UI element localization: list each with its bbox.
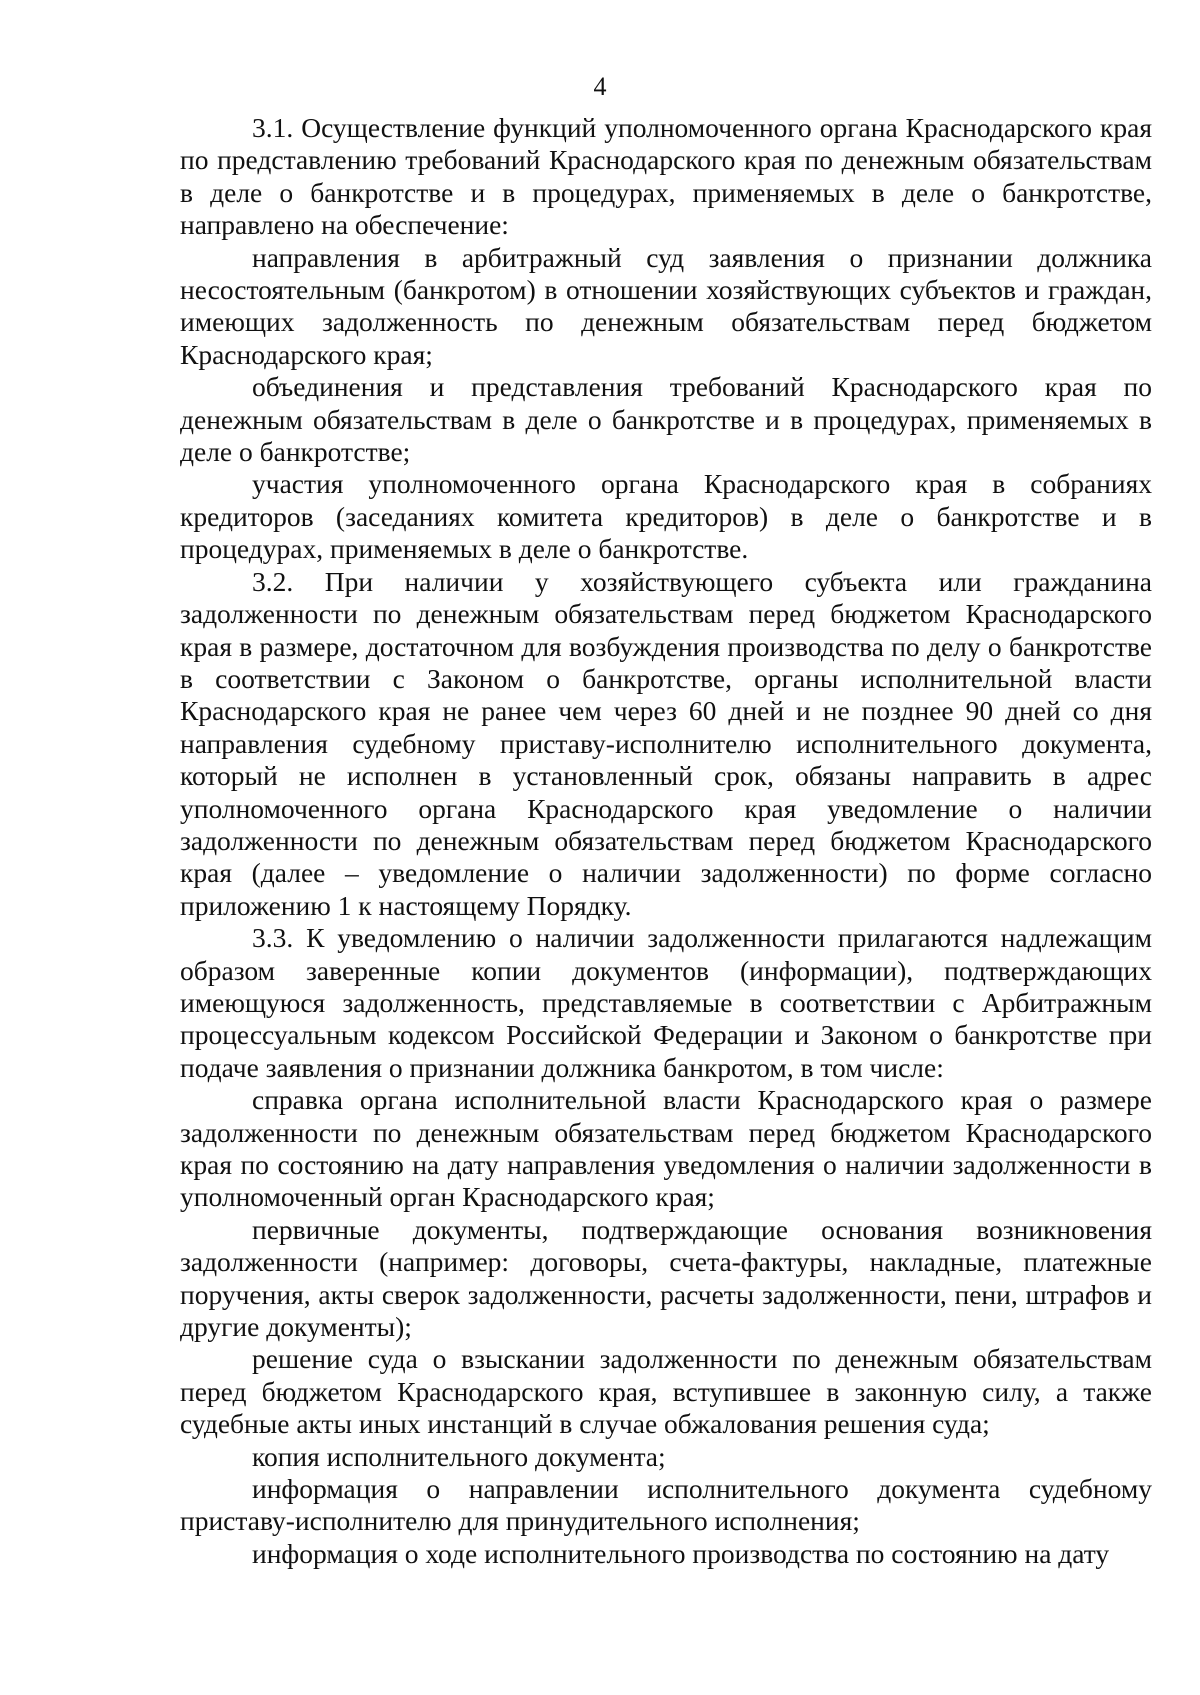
paragraph-item-application: направления в арбитражный суд заявления о признании должника несостоятельным (банкротом) в отношении хозяйствующих субъектов и граждан, имеющих задолженность по денежным обязательствам перед бюджетом Краснодарского края; bbox=[180, 241, 1152, 370]
paragraph-item-bailiff-info: информация о направлении исполнительного документа судебному приставу-исполнителю для принудительного исполнения; bbox=[180, 1473, 1152, 1537]
paragraph-item-writ-copy: копия исполнительного документа; bbox=[252, 1440, 666, 1472]
paragraph-item-claims: объединения и представления требований Краснодарского края по денежным обязательствам в деле о банкротстве и в процедурах, применяемых в деле о банкротстве; bbox=[180, 371, 1152, 468]
document-body bbox=[180, 112, 1152, 1570]
paragraph-3-2: 3.2. При наличии у хозяйствующего субъекта или гражданина задолженности по денежным обязательствам перед бюджетом Краснодарского края в размере, достаточном для возбуждения производства по делу о банкротстве в соответствии с Законом о банкротстве, органы исполнительной власти Краснодарского края не ранее чем через 60 дней и не позднее 90 дней со дня направления судебному приставу-исполнителю исполнительного документа, который не исполнен в установленный срок, обязаны направить в адрес уполномоченного органа Краснодарского края уведомление о наличии задолженности по денежным обязательствам перед бюджетом Краснодарского края (далее – уведомление о наличии задолженности) по форме согласно приложению 1 к настоящему Порядку. bbox=[180, 565, 1152, 921]
paragraph-item-court-decision: решение суда о взыскании задолженности по денежным обязательствам перед бюджетом Краснодарского края, вступившее в законную силу, а также судебные акты иных инстанций в случае обжалования решения суда; bbox=[180, 1343, 1152, 1440]
paragraph-item-proceedings-info: информация о ходе исполнительного производства по состоянию на дату bbox=[252, 1537, 1110, 1569]
page-number: 4 bbox=[593, 72, 607, 101]
paragraph-item-primary-documents: первичные документы, подтверждающие основания возникновения задолженности (например: договоры, счета-фактуры, накладные, платежные поручения, акты сверок задолженности, расчеты задолженности, пени, штрафов и другие документы); bbox=[180, 1213, 1152, 1343]
paragraph-item-meetings: участия уполномоченного органа Краснодарского края в собраниях кредиторов (заседаниях комитета кредиторов) в деле о банкротстве и в процедурах, применяемых в деле о банкротстве. bbox=[180, 468, 1152, 565]
paragraph-3-1: 3.1. Осуществление функций уполномоченного органа Краснодарского края по представлению требований Краснодарского края по денежным обязательствам в деле о банкротстве и в процедурах, применяемых в деле о банкротстве, направлено на обеспечение: bbox=[180, 112, 1152, 241]
paragraph-item-certificate: справка органа исполнительной власти Краснодарского края о размере задолженности по денежным обязательствам перед бюджетом Краснодарского края по состоянию на дату направления уведомления о наличии задолженности в уполномоченный орган Краснодарского края; bbox=[180, 1084, 1152, 1213]
paragraph-3-3: 3.3. К уведомлению о наличии задолженности прилагаются надлежащим образом заверенные копии документов (информации), подтверждающих имеющуюся задолженность, представляемые в соответствии с Арбитражным процессуальным кодексом Российской Федерации и Законом о банкротстве при подаче заявления о признании должника банкротом, в том числе: bbox=[180, 922, 1152, 1083]
